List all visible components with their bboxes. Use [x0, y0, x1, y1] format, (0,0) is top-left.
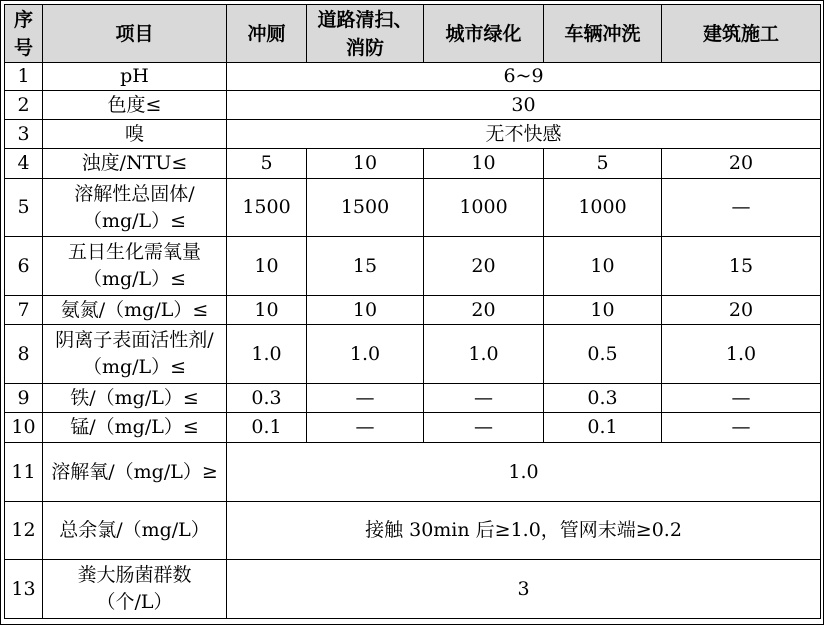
value-cell: 5 [544, 149, 662, 179]
value-cell: 10 [307, 296, 424, 325]
value-cell: — [662, 413, 821, 443]
table-row [5, 325, 821, 384]
merged-cell: 接触 30min 后≥1.0，管网末端≥0.2 [227, 502, 821, 560]
header-greening: 城市绿化 [424, 5, 544, 63]
merged-cell: 1.0 [227, 443, 821, 502]
value-cell: 1.0 [424, 325, 544, 384]
value-cell: 1500 [227, 179, 307, 237]
row-no: 6 [5, 237, 43, 296]
row-no: 9 [5, 384, 43, 413]
row-item: 铁/（mg/L）≤ [43, 384, 227, 413]
row-no: 2 [5, 91, 43, 120]
row-no: 8 [5, 325, 43, 384]
row-item: 五日生化需氧量（mg/L）≤ [43, 237, 227, 296]
merged-cell: 6~9 [227, 63, 821, 91]
value-cell: 10 [227, 296, 307, 325]
merged-cell: 无不快感 [227, 120, 821, 149]
row-item: 总余氯/（mg/L） [43, 502, 227, 560]
value-cell: 1.0 [662, 325, 821, 384]
row-item: pH [43, 63, 227, 91]
table-row [5, 296, 821, 325]
value-cell: — [662, 179, 821, 237]
value-cell: 0.1 [227, 413, 307, 443]
value-cell: 0.3 [227, 384, 307, 413]
value-cell: 0.3 [544, 384, 662, 413]
header-item: 项目 [43, 5, 227, 63]
header-vehicle: 车辆冲洗 [544, 5, 662, 63]
value-cell: 1.0 [307, 325, 424, 384]
value-cell: 10 [424, 149, 544, 179]
table-row [5, 560, 821, 619]
value-cell: 0.5 [544, 325, 662, 384]
value-cell: 1500 [307, 179, 424, 237]
value-cell: 5 [227, 149, 307, 179]
value-cell: 20 [662, 296, 821, 325]
row-item: 阴离子表面活性剂/（mg/L）≤ [43, 325, 227, 384]
table-row [5, 179, 821, 237]
header-no: 序号 [5, 5, 43, 63]
table-row [5, 443, 821, 502]
row-no: 3 [5, 120, 43, 149]
value-cell: — [307, 384, 424, 413]
value-cell: 10 [227, 237, 307, 296]
value-cell: 20 [662, 149, 821, 179]
row-item: 色度≤ [43, 91, 227, 120]
value-cell: 20 [424, 296, 544, 325]
row-no: 5 [5, 179, 43, 237]
row-no: 12 [5, 502, 43, 560]
value-cell: 15 [307, 237, 424, 296]
row-no: 7 [5, 296, 43, 325]
table-row [5, 502, 821, 560]
value-cell: 10 [544, 237, 662, 296]
table-row [5, 91, 821, 120]
row-item: 氨氮/（mg/L）≤ [43, 296, 227, 325]
value-cell: 10 [544, 296, 662, 325]
row-item: 锰/（mg/L）≤ [43, 413, 227, 443]
merged-cell: 3 [227, 560, 821, 619]
header-road: 道路清扫、消防 [307, 5, 424, 63]
row-item: 嗅 [43, 120, 227, 149]
water-quality-table [4, 4, 821, 619]
value-cell: — [307, 413, 424, 443]
table-row [5, 384, 821, 413]
row-no: 10 [5, 413, 43, 443]
table-row [5, 413, 821, 443]
table-row [5, 237, 821, 296]
value-cell: — [424, 384, 544, 413]
header-flush: 冲厕 [227, 5, 307, 63]
header-row [5, 5, 821, 63]
row-no: 4 [5, 149, 43, 179]
row-item: 溶解性总固体/（mg/L）≤ [43, 179, 227, 237]
row-no: 11 [5, 443, 43, 502]
value-cell: 1000 [424, 179, 544, 237]
table-row [5, 63, 821, 91]
value-cell: 1000 [544, 179, 662, 237]
value-cell: 10 [307, 149, 424, 179]
value-cell: — [424, 413, 544, 443]
header-construction: 建筑施工 [662, 5, 821, 63]
value-cell: 20 [424, 237, 544, 296]
value-cell: 1.0 [227, 325, 307, 384]
row-item: 粪大肠菌群数（个/L） [43, 560, 227, 619]
row-item: 浊度/NTU≤ [43, 149, 227, 179]
value-cell: — [662, 384, 821, 413]
merged-cell: 30 [227, 91, 821, 120]
row-no: 1 [5, 63, 43, 91]
table-row [5, 120, 821, 149]
value-cell: 15 [662, 237, 821, 296]
value-cell: 0.1 [544, 413, 662, 443]
row-no: 13 [5, 560, 43, 619]
table-row [5, 149, 821, 179]
row-item: 溶解氧/（mg/L）≥ [43, 443, 227, 502]
